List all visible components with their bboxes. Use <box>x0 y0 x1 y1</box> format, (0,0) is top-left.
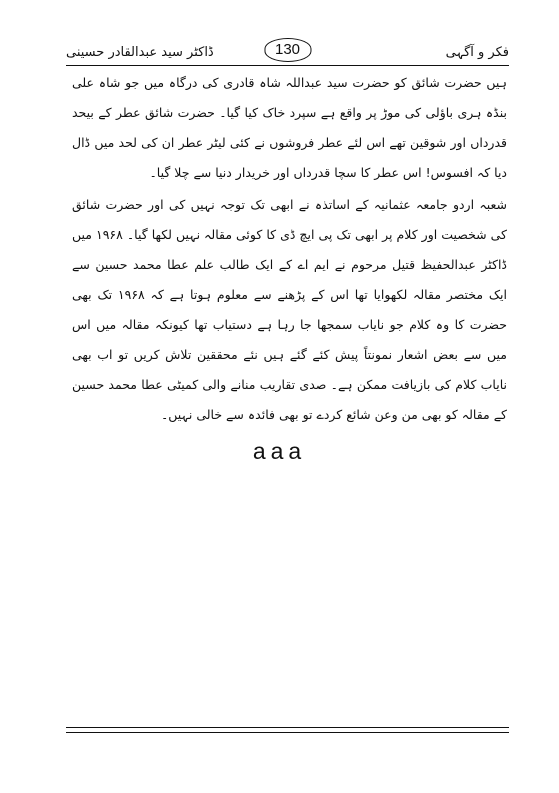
book-title: فکر و آگہی <box>445 44 509 60</box>
header-rule <box>66 65 509 66</box>
section-separator-mark: aaa <box>252 438 307 464</box>
footer-rule-bottom <box>66 732 509 733</box>
paragraph-1: ہیں حضرت شائق کو حضرت سید عبداللہ شاہ قادری کی درگاہ میں جو شاہ علی بنڈہ ہری باؤلی کی موڑ پر واقع ہے سپرد خاک کیا گیا۔ حضرت شائق عطر کے بیحد قدرداں اور شوقین تھے اس لئے عطر فروشوں نے کئی لیٹر عطر ان کی لحد میں ڈال دیا کہ افسوس! اس عطر کا سچا قدرداں اور خریدار دنیا سے چلا گیا۔ <box>72 75 507 180</box>
page-number-badge <box>264 38 311 62</box>
page-number: 130 <box>264 38 311 62</box>
body-text <box>72 68 507 430</box>
author-name: ڈاکٹر سید عبدالقادر حسینی <box>66 44 214 60</box>
footer-rule-top <box>66 727 509 728</box>
paragraph-2: شعبہ اردو جامعہ عثمانیہ کے اساتذہ نے ابھی تک توجہ نہیں کی اور حضرت شائق کی شخصیت اور کلام پر ابھی تک پی ایچ ڈی کا کوئی مقالہ نہیں لکھا گیا۔ ۱۹۶۸ میں ڈاکٹر عبدالحفیظ قتیل مرحوم نے ایم اے کے ایک طالب علم عطا محمد حسین سے ایک مختصر مقالہ لکھوایا تھا اس کے پڑھنے سے معلوم ہوتا ہے کہ ۱۹۶۸ تک بھی حضرت کا وہ کلام جو نایاب سمجھا جا رہا ہے دستیاب تھا کیونکہ مقالہ میں اس میں سے بعض اشعار نمونتاً پیش کئے گئے ہیں نئے محققین تلاش کریں تو اب بھی نایاب کلام کی بازیافت ممکن ہے۔ صدی تقاریب منانے والی کمیٹی عطا محمد حسین کے مقالہ کو بھی من وعن شائع کردے تو بھی فائدہ سے خالی نہیں۔ <box>72 197 507 422</box>
page-header <box>66 40 509 64</box>
